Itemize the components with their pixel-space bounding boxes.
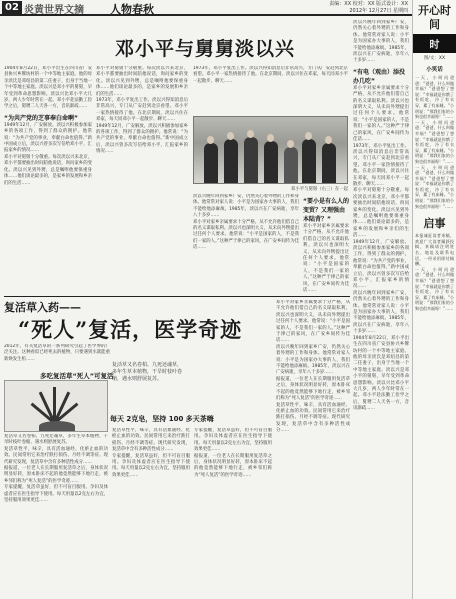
- article2-headline: “死人”复活，医学奇迹: [18, 317, 243, 342]
- page-header: [0, 0, 412, 16]
- box-title: 多吃复活草“死人”可复活: [40, 372, 114, 380]
- column-text: 据报道，一位老人在长期服用复活草之后，身体状况明显好转，原本卧床不起的他竟然能够下地行走，被乡邻们称为“死人复活”的医学奇迹……: [194, 453, 272, 478]
- column-text: 邓小平对舅舅十分敬重。每次淡以兴来北京，邓小平都要抽出时间陪他说话，询问家乡的变化。淡以兴见到外甥，总是嘱咐他要保重身体……他们谈论最多的，是家乡的发展和乡亲们的生活……: [353, 188, 409, 239]
- column-text: 1973年，邓小平复出工作。淡以兴得知消息后非常高兴，专门从广安赶到北京看望。邓小平一家热情接待了他。在北京期间，淡以兴住在邓家，每天同邓小平一起散步、聊天……: [96, 98, 188, 123]
- sidebar-notice-heading: 启事: [423, 217, 446, 231]
- date-line: 2012年 12月27日 星期四: [349, 8, 408, 14]
- article2-column-2: [112, 428, 190, 594]
- column-text: 1949年12月，广安解放。淡以兴积极参加家乡的各项工作，得到了群众的拥护。他常说：“为共产党的事业，奉献白命也值得。”新中国成立后，淡以兴曾多次写信给邓小平，汇报家乡的情况……: [353, 239, 409, 290]
- column-text: 邓小平对家乡亲属要求十分严格，从不允许他们借自己的名义谋取私利。淡以兴也深明大义，从未向外甥提出过任何个人要求。他常说：“小平是国家的人，不是我们一家的人。”这种严于律己的家风，在广安乡间传为佳话……: [303, 224, 349, 294]
- person-figure: [244, 137, 258, 183]
- column-text: 邓小平对舅舅十分敬重。每次淡以兴来北京，邓小平都要抽出时间陪他说话，询问家乡的变化。淡以兴见到外甥，总是嘱咐他要保重身体……他们谈论最多的，是家乡的发展和乡亲们的生活……: [96, 66, 188, 97]
- header-meta: [329, 1, 408, 15]
- page-number: 02: [2, 1, 22, 14]
- sidebar-text: 一天，小明问爸爸：“爸爸，什么叫做幸福？”爸爸想了想说：“幸福就是你饿了有饭吃，冷了有衣穿，累了有床睡。”小明说：“那我们家的小狗也很幸福呀！”……: [415, 164, 454, 209]
- masthead: 炎黄世界文摘: [24, 5, 84, 16]
- photo-caption: 邓小平与舅舅（右三）在一起: [290, 187, 348, 192]
- sidebar: [412, 0, 456, 599]
- sidebar-text: 一天，小明问爸爸：“爸爸，什么叫做幸福？”爸爸想了想说：“幸福就是你饿了有饭吃，冷了有衣穿，累了有床睡。”小明说：“那我们家的小狗也很幸福呀！”……: [415, 119, 454, 164]
- column-text: 淡以兴晚年回到家乡广安，仍然关心着外甥的工作和身体。他常常对家人说：小平是为国家办大事的人，我们不能给他添麻烦。1985年，淡以兴在广安病逝，享年八十多岁……: [193, 194, 299, 219]
- column-text: 邓小平对家乡亲属要求十分严格，从不允许他们借自己的名义谋取私利。淡以兴也深明大义，从未向外甥提出过任何个人要求。他常说：“小平是国家的人，不是我们一家的人。”这种严于律己的家风，在广安乡间传为佳话……: [353, 85, 409, 143]
- sidebar-title: 开心时间: [418, 4, 451, 31]
- sidebar-heading: 小笑话: [426, 67, 443, 73]
- intro-text: 2012年，有关复活草的一系列研究引起了医学界的广泛关注。这种看似已经死去的植物，只要遇到水就能重新焕发生机……: [4, 344, 110, 362]
- section-title: 人物春秋: [110, 3, 154, 16]
- article2-sidenote: 复活草又名卷柏、九死还魂草，多年生草本植物，干旱时枝叶卷缩，遇水则舒展复苏。: [112, 362, 183, 382]
- editor-line: 责编：XX 校对：XX 版式设计：XX: [329, 1, 408, 7]
- callout: “有电（观由）添没办几吃”: [353, 68, 405, 85]
- column-text: 邓小平对家乡亲属要求十分严格，从不允许他们借自己的名义谋取私利。淡以兴也深明大义，从未向外甥提出过任何个人要求。他常说：“小平是国家的人，不是我们一家的人。”这种严于律己的家风，在广安乡间传为佳话……: [276, 300, 350, 344]
- article2-kicker: 复活草入药——: [4, 301, 81, 314]
- person-figure: [224, 139, 238, 183]
- sidebar-bar: 时: [413, 34, 456, 53]
- column-text: 专家提醒，复活草虽好，但不可盲目服用。孕妇及体虚者应在医生指导下使用。每天用量以2克左右为宜，坚持服用效果更佳……: [4, 485, 108, 504]
- person-figure: [264, 141, 278, 183]
- column-text: 1973年，邓小平复出工作。淡以兴得知消息后非常高兴，专门从广安赶到北京看望。邓小平一家热情接待了他。在北京期间，淡以兴住在邓家，每天同邓小平一起散步、聊天……: [193, 66, 348, 84]
- article-column-5: [303, 194, 349, 294]
- article-column-1: [4, 66, 92, 292]
- article-headline: 邓小平与舅舅淡以兴: [114, 38, 295, 60]
- column-text: 1904年8月22日，邓小平出生在四川省广安县协兴乡牌坊村的一个中等地主家庭。他的母亲淡氏是邓绍昌的第二任妻子，出身于当地一个中等地主家庭。淡以兴是邓小平的舅舅，早年受到革命思想影响。淡以兴比邓小平大几岁，两人少年时常在一起。邓小平赴法勤工俭学之后，舅甥二人天各一方，音讯渐疏……: [353, 335, 409, 412]
- column-text: 专家提醒，复活草虽好，但不可盲目服用。孕妇及体虚者应在医生指导下使用。每天用量以2克左右为宜，坚持服用效果更佳……: [112, 453, 190, 478]
- column-text: 据报道，一位老人在长期服用复活草之后，身体状况明显好转，原本卧床不起的他竟然能够下地行走，被乡邻们称为“死人复活”的医学奇迹……: [276, 376, 350, 402]
- column-text: 1973年，邓小平复出工作。淡以兴得知消息后非常高兴，专门从广安赶到北京看望。邓小平一家热情接待了他。在北京期间，淡以兴住在邓家，每天同邓小平一起散步、聊天……: [353, 143, 409, 187]
- article-column-2: [96, 66, 188, 292]
- column-text: 邓小平对舅舅十分敬重。每次淡以兴来北京，邓小平都要抽出时间陪他说话，询问家乡的变化。淡以兴见到外甥，总是嘱咐他要保重身体……他们谈论最多的，是家乡的发展和乡亲们的生活……: [4, 154, 92, 186]
- column-text: 1949年12月，广安解放。淡以兴积极参加家乡的各项工作，得到了群众的拥护。他常说：“为共产党的事业，奉献白命也值得。”新中国成立后，淡以兴曾多次写信给邓小平，汇报家乡的情况……: [96, 123, 188, 155]
- column-text: 1904年8月22日，邓小平出生在四川省广安县协兴乡牌坊村的一个中等地主家庭。他的母亲淡氏是邓绍昌的第二任妻子，出身于当地一个中等地主家庭。淡以兴是邓小平的舅舅，早年受到革命思想影响。淡以兴比邓小平大几岁，两人少年时常在一起。邓小平赴法勤工俭学之后，舅甥二人天各一方，音讯渐疏……: [4, 66, 92, 110]
- column-text: 复活草性平，味辛，具有活血通经、化瘀止血的功效。民间常用它来治疗跌打损伤、月经不调等症。现代研究发现，复活草中含有多种活性成分……: [112, 428, 190, 453]
- column-text: 淡以兴晚年回到家乡广安，仍然关心着外甥的工作和身体。他常常对家人说：小平是为国家办大事的人，我们不能给他添麻烦。1985年，淡以兴在广安病逝，享年八十多岁……: [276, 344, 350, 376]
- article2-column-1: [4, 434, 108, 594]
- article2-subhead: 每天 2克皂，坚持 100 多天茶嗨: [110, 415, 214, 423]
- sidebar-text: 一天，小明问爸爸：“爸爸，什么叫做幸福？”爸爸想了想说：“幸福就是你饿了有饭吃，冷了有衣穿，累了有床睡。”小明说：“那我们家的小狗也很幸福呀！”……: [415, 266, 454, 311]
- article-column-6: [353, 20, 409, 595]
- person-figure: [284, 147, 298, 183]
- article2-column-3: [194, 428, 272, 594]
- article-column-4: [193, 194, 299, 294]
- column-text: 1949年12月，广安解放。淡以兴积极参加家乡的各项工作，得到了群众的拥护。他常说：“为共产党的事业，奉献白命也值得。”新中国成立后，淡以兴曾多次写信给邓小平，汇报家乡的情况……: [4, 122, 92, 154]
- article2-column-4: [276, 300, 350, 594]
- column-text: 复活草性平，味辛，具有活血通经、化瘀止血的功效。民间常用它来治疗跌打损伤、月经不调等症。现代研究发现，复活草中含有多种活性成分……: [276, 402, 350, 434]
- person-figure: [204, 143, 218, 183]
- sidebar-text: 一天，小明问爸爸：“爸爸，什么叫做幸福？”爸爸想了想说：“幸福就是你饿了有饭吃，冷了有衣穿，累了有床睡。”小明说：“那我们家的小狗也很幸福呀！”……: [415, 75, 454, 120]
- article-photo: [193, 116, 348, 184]
- column-text: 专家提醒，复活草虽好，但不可盲目服用。孕妇及体虚者应在医生指导下使用。每天用量以2克左右为宜，坚持服用效果更佳……: [194, 428, 272, 453]
- column-text: 邓小平对家乡亲属要求十分严格，从不允许他们借自己的名义谋取私利。淡以兴也深明大义，从未向外甥提出过任何个人要求。他常说：“小平是国家的人，不是我们一家的人。”这种严于律己的家风，在广安乡间传为佳话……: [193, 219, 299, 251]
- person-figure: [302, 139, 316, 183]
- article-column-3: [193, 66, 348, 114]
- sidebar-author: 图/文：XX: [423, 56, 446, 61]
- column-subhead: “为共产党的芝事奉白命啊”: [4, 114, 78, 122]
- section-divider: [4, 296, 350, 297]
- column-subhead: “要小是有么人的变贸？又理强由本陆背？”: [303, 198, 349, 223]
- column-text: 复活草性平，味辛，具有活血通经、化瘀止血的功效。民间常用它来治疗跌打损伤、月经不调等症。现代研究发现，复活草中含有多种活性成分……: [4, 446, 108, 465]
- column-text: 淡以兴晚年回到家乡广安，仍然关心着外甥的工作和身体。他常常对家人说：小平是为国家办大事的人，我们不能给他添麻烦。1985年，淡以兴在广安病逝，享年八十多岁……: [353, 290, 409, 335]
- column-text: 淡以兴晚年回到家乡广安，仍然关心着外甥的工作和身体。他常常对家人说：小平是为国家办大事的人，我们不能给他添麻烦。1985年，淡以兴在广安病逝，享年八十多岁……: [353, 20, 409, 64]
- person-figure: [322, 143, 336, 183]
- plant-image: [4, 380, 108, 432]
- sidebar-notice-text: 本报诚征读者来稿，欢迎广大读者踊跃投稿，来稿请注明姓名、地址及联系电话，一经采用即付稿酬。: [415, 233, 454, 267]
- column-text: 复活草又名卷柏、九死还魂草，多年生草本植物，干旱时枝叶卷缩，遇水则舒展复苏。: [4, 434, 108, 446]
- column-text: 据报道，一位老人在长期服用复活草之后，身体状况明显好转，原本卧床不起的他竟然能够下地行走，被乡邻们称为“死人复活”的医学奇迹……: [4, 466, 108, 484]
- article2-intro: [4, 344, 110, 368]
